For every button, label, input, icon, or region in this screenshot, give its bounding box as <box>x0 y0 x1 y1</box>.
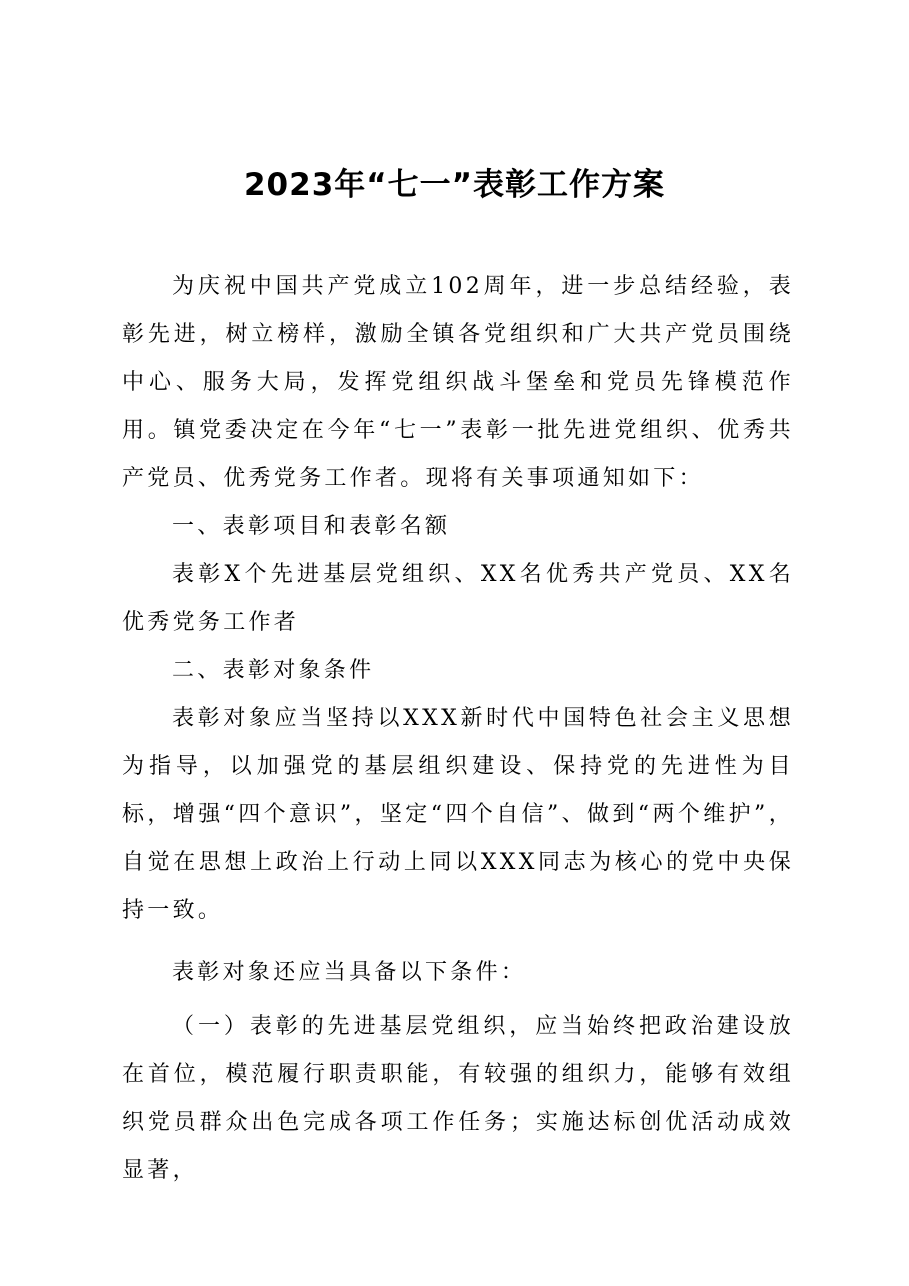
document-title: 2023年“七一”表彰工作方案 <box>243 167 666 203</box>
section-heading-2: 二、表彰对象条件 <box>172 658 375 683</box>
award-quota-paragraph: 表彰X个先进基层党组织、XX名优秀共产党员、XX名优秀党务工作者 <box>122 562 794 635</box>
intro-paragraph: 为庆祝中国共产党成立102周年，进一步总结经验，表彰先进，树立榜样，激励全镇各党组织和广大共产党员围绕中心、服务大局，发挥党组织战斗堡垒和党员先锋模范作用。镇党委决定在今年“七一”表彰一批先进党组织、优秀共产党员、优秀党务工作者。现将有关事项通知如下： <box>122 274 794 491</box>
document-body <box>122 263 794 1195</box>
condition-1-paragraph: （一）表彰的先进基层党组织，应当始终把政治建设放在首位，模范履行职责职能，有较强的组织力，能够有效组织党员群众出色完成各项工作任务；实施达标创优活动成效显著， <box>122 1014 794 1183</box>
award-criteria-paragraph: 表彰对象应当坚持以XXX新时代中国特色社会主义思想为指导，以加强党的基层组织建设、保持党的先进性为目标，增强“四个意识”，坚定“四个自信”、做到“两个维护”，自觉在思想上政治上行动上同以XXX同志为核心的党中央保持一致。 <box>122 706 794 923</box>
section-heading-1: 一、表彰项目和表彰名额 <box>172 514 451 539</box>
additional-conditions-intro: 表彰对象还应当具备以下条件： <box>172 960 527 985</box>
